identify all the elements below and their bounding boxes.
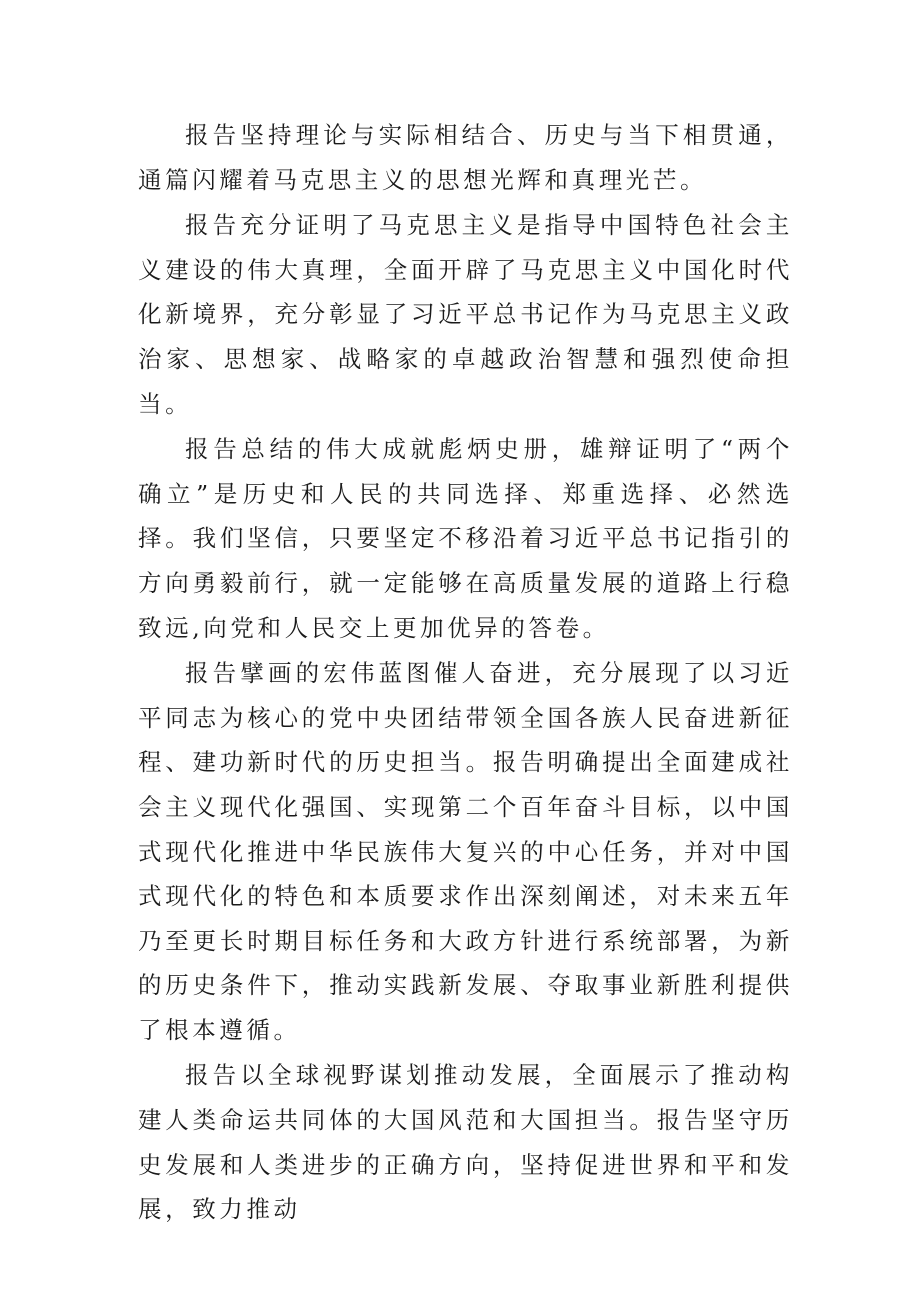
paragraph-5: 报告以全球视野谋划推动发展，全面展示了推动构建人类命运共同体的大国风范和大国担当。报告坚守历史发展和人类进步的正确方向，坚持促进世界和平和发展，致力推动: [138, 1061, 793, 1224]
paragraph-2: 报告充分证明了马克思主义是指导中国特色社会主义建设的伟大真理，全面开辟了马克思主义中国化时代化新境界，充分彰显了习近平总书记作为马克思主义政治家、思想家、战略家的卓越政治智慧和强烈使命担当。: [138, 211, 793, 418]
paragraph-4: 报告擘画的宏伟蓝图催人奋进，充分展现了以习近平同志为核心的党中央团结带领全国各族人民奋进新征程、建功新时代的历史担当。报告明确提出全面建成社会主义现代化强国、实现第二个百年奋斗目标，以中国式现代化推进中华民族伟大复兴的中心任务，并对中国式现代化的特色和本质要求作出深刻阐述，对未来五年乃至更长时期目标任务和大政方针进行系统部署，为新的历史条件下，推动实践新发展、夺取事业新胜利提供了根本遵循。: [138, 659, 793, 1044]
document-body: [138, 113, 793, 1233]
paragraph-3: 报告总结的伟大成就彪炳史册，雄辩证明了“两个确立”是历史和人民的共同选择、郑重选择、必然选择。我们坚信，只要坚定不移沿着习近平总书记指引的方向勇毅前行，就一定能够在高质量发展的道路上行稳致远,向党和人民交上更加优异的答卷。: [138, 435, 793, 642]
paragraph-1: 报告坚持理论与实际相结合、历史与当下相贯通，通篇闪耀着马克思主义的思想光辉和真理光芒。: [138, 121, 793, 194]
